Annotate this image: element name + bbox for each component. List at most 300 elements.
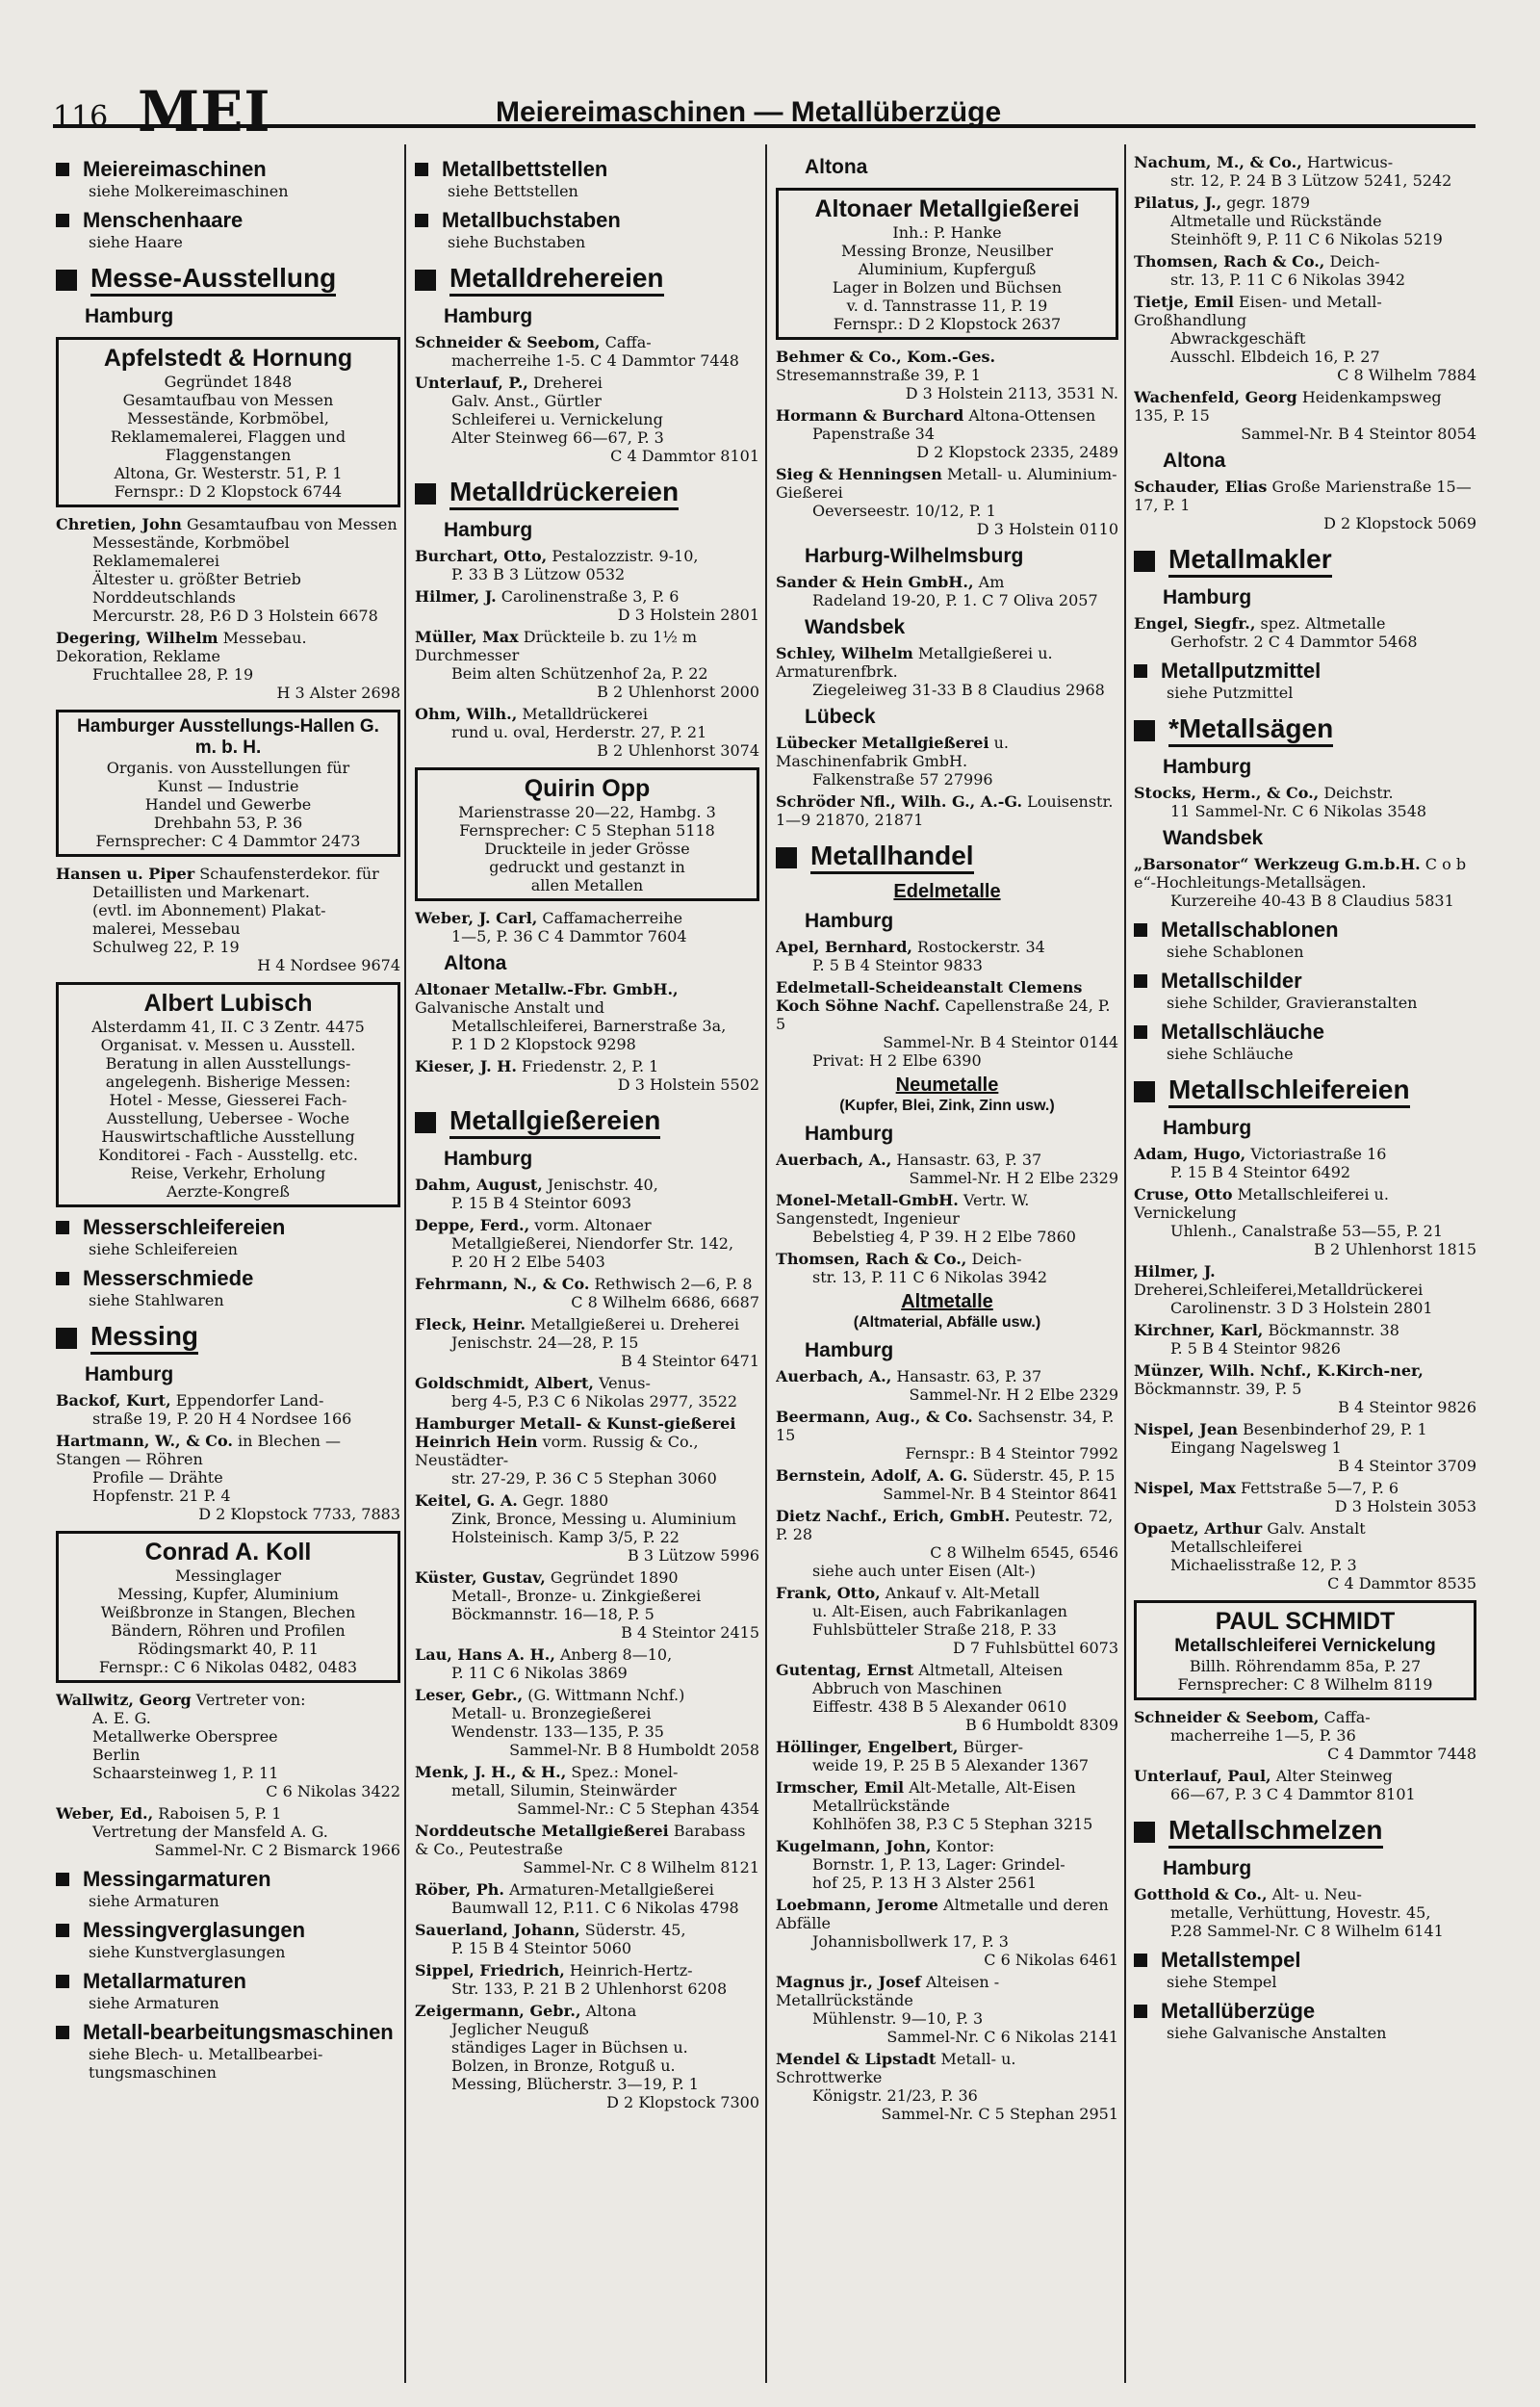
directory-entry [56, 1804, 400, 1859]
entry-line: Gesamtaufbau von Messen [187, 515, 398, 533]
entry-line: Altmetall, Alteisen [918, 1661, 1064, 1679]
category-heading [56, 1321, 400, 1357]
entry-line: Victoriastraße 16 [1250, 1145, 1387, 1163]
entry-line: Barabass & Co., Peutestraße [415, 1822, 746, 1858]
entry-name: Sieg & Henningsen [776, 465, 942, 483]
directory-entry [56, 1432, 400, 1523]
square-bullet-icon [776, 847, 797, 868]
ad-line: Druckteile in jeder Grösse [484, 840, 690, 858]
entry-name: Apel, Bernhard, [776, 938, 912, 956]
entry-name: Burchart, Otto, [415, 547, 548, 565]
ad-line: Reklamemalerei, Flaggen und [110, 427, 346, 446]
header-rule [53, 124, 1476, 128]
city-heading: Hamburg [444, 519, 533, 541]
entry-line: Carolinenstraße 3, P. 6 [500, 587, 680, 606]
entry-name: Sauerland, Johann, [415, 1921, 580, 1939]
entry-line: Böckmannstr. 16—18, P. 5 [451, 1605, 654, 1623]
directory-entry [415, 333, 759, 370]
ad-line: Messing Bronze, Neusilber [840, 242, 1053, 260]
directory-entry [776, 1584, 1118, 1657]
directory-entry [776, 1661, 1118, 1734]
entry-line: Gegr. 1880 [522, 1491, 609, 1510]
category-heading [776, 841, 1118, 876]
column-1 [56, 149, 400, 2388]
ad-line: Organisat. v. Messen u. Ausstell. [100, 1036, 356, 1054]
category-heading [56, 1918, 400, 1943]
directory-entry [1134, 153, 1476, 190]
entry-name: Sippel, Friedrich, [415, 1961, 565, 1980]
square-bullet-icon [415, 483, 436, 505]
directory-entry [776, 573, 1118, 609]
entry-name: Schley, Wilhelm [776, 644, 913, 662]
entry-name: Frank, Otto, [776, 1584, 881, 1602]
entry-line: C 8 Wilhelm 6545, 6546 [930, 1543, 1118, 1562]
entry-line: P. 15 B 4 Steintor 6492 [1170, 1163, 1351, 1181]
advertiser-name: PAUL SCHMIDT [1215, 1608, 1396, 1635]
advertiser-tagline: Metallschleiferei Vernickelung [1174, 1636, 1436, 1656]
entry-line: Bebelstieg 4, P 39. H 2 Elbe 7860 [812, 1228, 1076, 1246]
entry-line: Bolzen, in Bronze, Rotguß u. [451, 2057, 676, 2075]
ad-line: Alsterdamm 41, II. C 3 Zentr. 4475 [91, 1018, 365, 1036]
entry-name: Weber, Ed., [56, 1804, 154, 1823]
directory-entry [776, 792, 1118, 829]
category-title: Metallschilder [1161, 969, 1302, 993]
entry-name: Leser, Gebr., [415, 1686, 524, 1704]
entry-line: Jenischstr. 40, [547, 1176, 658, 1194]
cross-reference: siehe Blech- u. Metallbearbei-tungsmaschinen [89, 2045, 323, 2082]
subcategory-note: (Kupfer, Blei, Zink, Zinn usw.) [839, 1098, 1055, 1114]
entry-name: Behmer & Co., Kom.-Ges. [776, 348, 996, 366]
advertiser-name: Conrad A. Koll [144, 1539, 312, 1566]
page-number: 116 [53, 100, 109, 134]
directory-entry [776, 1896, 1118, 1969]
entry-line: Dreherei,Schleiferei,Metalldrückerei [1134, 1281, 1424, 1299]
entry-line: Gerhofstr. 2 C 4 Dammtor 5468 [1170, 633, 1418, 651]
entry-line: Altmetalle und Rückstände [1170, 212, 1382, 230]
entry-name: Dietz Nachf., Erich, GmbH. [776, 1507, 1011, 1525]
entry-line: Venus- [599, 1374, 651, 1392]
entry-line: B 4 Steintor 9826 [1338, 1398, 1476, 1416]
entry-line: Hansastr. 63, P. 37 [896, 1151, 1042, 1169]
entry-line: Sammel-Nr. C 8 Wilhelm 8121 [523, 1858, 759, 1876]
ad-line: gedruckt und gestanzt in [489, 858, 685, 876]
entry-line: Deichstr. [1323, 784, 1394, 802]
entry-line: Metallwerke Oberspree [92, 1727, 278, 1746]
directory-entry [415, 1686, 759, 1759]
advertisement-box [776, 188, 1118, 340]
entry-line: Kohlhöfen 38, P.3 C 5 Stephan 3215 [812, 1815, 1093, 1833]
entry-line: Metall- u. Bronzegießerei [451, 1704, 652, 1722]
entry-line: Altona [585, 2002, 637, 2020]
entry-line: berg 4-5, P.3 C 6 Nikolas 2977, 3522 [451, 1392, 738, 1411]
entry-line: straße 19, P. 20 H 4 Nordsee 166 [92, 1410, 352, 1428]
entry-name: Kugelmann, John, [776, 1837, 932, 1855]
directory-entry [415, 1315, 759, 1370]
entry-name: Müller, Max [415, 628, 519, 646]
entry-line: Besenbinderhof 29, P. 1 [1243, 1420, 1427, 1438]
entry-line: Hansastr. 63, P. 37 [896, 1367, 1042, 1385]
entry-line: Ankauf v. Alt-Metall [885, 1584, 1040, 1602]
entry-line: Eppendorfer Land- [175, 1391, 324, 1410]
cross-reference: siehe Stempel [1167, 1973, 1277, 1991]
advertiser-name: Albert Lubisch [143, 990, 313, 1017]
ad-line: Billh. Röhrendamm 85a, P. 27 [1189, 1657, 1422, 1675]
entry-line: Reklamemalerei [92, 552, 220, 570]
square-bullet-icon [1134, 1954, 1147, 1967]
ad-line: Kunst — Industrie [157, 777, 299, 795]
city-heading: Altona [444, 952, 507, 974]
entry-line: Raboisen 5, P. 1 [158, 1804, 282, 1823]
directory-entry [776, 465, 1118, 538]
square-bullet-icon [1134, 664, 1147, 678]
entry-line: Alt-Metalle, Alt-Eisen [909, 1778, 1076, 1797]
entry-line: Sammel-Nr.: C 5 Stephan 4354 [517, 1799, 759, 1818]
entry-name: Goldschmidt, Albert, [415, 1374, 594, 1392]
entry-name: Altonaer Metallw.-Fbr. GmbH., [415, 980, 679, 998]
entry-line: Mühlenstr. 9—10, P. 3 [812, 2009, 984, 2028]
entry-line: Rethwisch 2—6, P. 8 [594, 1275, 753, 1293]
entry-name: Norddeutsche Metallgießerei [415, 1822, 669, 1840]
entry-name: Zeigermann, Gebr., [415, 2002, 581, 2020]
square-bullet-icon [56, 163, 69, 176]
entry-line: D 3 Holstein 2113, 3531 N. [905, 384, 1118, 402]
entry-line: Anberg 8—10, [560, 1645, 673, 1664]
directory-entry [1134, 1361, 1476, 1416]
entry-name: Sander & Hein GmbH., [776, 573, 974, 591]
cross-reference: siehe Armaturen [89, 1892, 219, 1910]
entry-line: Str. 133, P. 21 B 2 Uhlenhorst 6208 [451, 1980, 728, 1998]
entry-line: Hopfenstr. 21 P. 4 [92, 1487, 231, 1505]
entry-name: Opaetz, Arthur [1134, 1519, 1263, 1538]
entry-line: Fernspr.: B 4 Steintor 7992 [905, 1444, 1118, 1462]
entry-name: Beermann, Aug., & Co. [776, 1408, 973, 1426]
entry-line: vorm. Russig & Co., Neustädter- [415, 1433, 699, 1469]
cross-reference: siehe Galvanische Anstalten [1167, 2024, 1387, 2042]
entry-name: Unterlauf, Paul, [1134, 1767, 1271, 1785]
entry-line: hof 25, P. 13 H 3 Alster 2561 [812, 1874, 1038, 1892]
entry-name: Bernstein, Adolf, A. G. [776, 1466, 968, 1485]
entry-line: C 4 Dammtor 8535 [1327, 1574, 1476, 1592]
entry-line: Ausschl. Elbdeich 16, P. 27 [1170, 348, 1380, 366]
entry-line: Sammel-Nr. B 4 Steintor 8054 [1241, 425, 1476, 443]
entry-name: Deppe, Ferd., [415, 1216, 530, 1234]
category-title: Messing [90, 1321, 198, 1355]
column-divider [765, 144, 767, 2383]
square-bullet-icon [56, 1221, 69, 1234]
directory-entry [415, 1057, 759, 1094]
entry-line: Fettstraße 5—7, P. 6 [1241, 1479, 1399, 1497]
entry-line: macherreihe 1-5. C 4 Dammtor 7448 [451, 351, 739, 370]
entry-name: Wallwitz, Georg [56, 1691, 192, 1709]
directory-entry [776, 1837, 1118, 1892]
ad-line: Beratung in allen Ausstellungs- [105, 1054, 351, 1073]
category-heading [56, 157, 400, 182]
entry-line: B 4 Steintor 2415 [621, 1623, 759, 1642]
entry-line: Detaillisten und Markenart. [92, 883, 310, 901]
entry-name: Wachenfeld, Georg [1134, 388, 1297, 406]
directory-entry [415, 628, 759, 701]
entry-line: P. 5 B 4 Steintor 9833 [812, 956, 983, 974]
city-heading: Hamburg [85, 305, 174, 327]
square-bullet-icon [56, 1924, 69, 1937]
category-heading [415, 477, 759, 512]
entry-line: Jenischstr. 24—28, P. 15 [451, 1333, 639, 1352]
entry-name: Mendel & Lipstadt [776, 2050, 937, 2068]
entry-line: Schaufensterdekor. für [199, 865, 379, 883]
entry-line: u. Alt-Eisen, auch Fabrikanlagen [812, 1602, 1067, 1620]
category-title: Messingverglasungen [83, 1918, 306, 1942]
entry-line: Metalldrückerei [522, 705, 648, 723]
entry-name: Nispel, Jean [1134, 1420, 1239, 1438]
entry-line: Jeglicher Neuguß [451, 2020, 589, 2038]
category-title: Metallbettstellen [442, 157, 608, 181]
category-title: Metallschmelzen [1168, 1815, 1383, 1849]
entry-line: Mercurstr. 28, P.6 D 3 Holstein 6678 [92, 607, 378, 625]
entry-line: D 3 Holstein 5502 [617, 1075, 759, 1094]
directory-entry [1134, 1321, 1476, 1358]
category-title: Metallschablonen [1161, 918, 1339, 942]
entry-line: C 4 Dammtor 7448 [1327, 1745, 1476, 1763]
ad-line: Fernspr.: D 2 Klopstock 6744 [114, 482, 343, 501]
subcategory-heading: Altmetalle [901, 1291, 993, 1312]
entry-name: Backof, Kurt, [56, 1391, 171, 1410]
category-heading [1134, 918, 1476, 943]
ad-line: Gesamtaufbau von Messen [122, 391, 334, 409]
entry-line: B 4 Steintor 6471 [621, 1352, 759, 1370]
square-bullet-icon [415, 270, 436, 291]
entry-line: P. 15 B 4 Steintor 6093 [451, 1194, 632, 1212]
entry-line: Metall-, Bronze- u. Zinkgießerei [451, 1587, 702, 1605]
entry-line: Norddeutschlands [92, 588, 236, 607]
entry-line: vorm. Altonaer [534, 1216, 652, 1234]
directory-entry [776, 406, 1118, 461]
entry-line: str. 12, P. 24 B 3 Lützow 5241, 5242 [1170, 171, 1452, 190]
entry-name: Höllinger, Engelbert, [776, 1738, 959, 1756]
category-title: Metallmakler [1168, 544, 1332, 578]
directory-entry [415, 1961, 759, 1998]
ad-line: Messinglager [175, 1566, 281, 1585]
square-bullet-icon [56, 270, 77, 291]
entry-line: Wendenstr. 133—135, P. 35 [451, 1722, 664, 1741]
entry-line: Holsteinisch. Kamp 3/5, P. 22 [451, 1528, 680, 1546]
ad-line: Weißbronze in Stangen, Blechen [100, 1603, 356, 1621]
category-heading [56, 263, 400, 298]
entry-line: Schulweg 22, P. 19 [92, 938, 240, 956]
category-title: Messe-Ausstellung [90, 263, 336, 297]
entry-line: Fruchtallee 28, P. 19 [92, 665, 254, 684]
cross-reference: siehe Stahlwaren [89, 1291, 224, 1309]
square-bullet-icon [1134, 2005, 1147, 2018]
entry-line: Rostockerstr. 34 [917, 938, 1045, 956]
entry-line: Alter Steinweg 66—67, P. 3 [451, 428, 664, 447]
column-3 [776, 149, 1118, 2388]
square-bullet-icon [1134, 1822, 1155, 1843]
entry-line: Capellenstraße 24, P. 5 [776, 996, 1111, 1033]
directory-entry [1134, 1262, 1476, 1317]
category-title: Metall-bearbeitungsmaschinen [83, 2020, 394, 2044]
square-bullet-icon [56, 2026, 69, 2039]
entry-name: Gotthold & Co., [1134, 1885, 1268, 1903]
entry-line: gegr. 1879 [1226, 194, 1311, 212]
city-heading: Hamburg [444, 1148, 533, 1170]
directory-entry [1134, 194, 1476, 248]
city-heading: Altona [805, 156, 868, 178]
advertiser-name: Hamburger Ausstellungs-Hallen G. m. b. H. [77, 716, 379, 758]
category-heading [56, 1266, 400, 1291]
entry-line: Carolinenstr. 3 D 3 Holstein 2801 [1170, 1299, 1433, 1317]
category-heading [56, 208, 400, 233]
entry-name: Schneider & Seebom, [1134, 1708, 1320, 1726]
city-heading: Hamburg [85, 1363, 174, 1385]
entry-line: Metallgießerei, Niendorfer Str. 142, [451, 1234, 734, 1253]
cross-reference: siehe Bettstellen [448, 182, 578, 200]
city-heading: Altona [1163, 450, 1226, 472]
square-bullet-icon [56, 1975, 69, 1988]
entry-name: Dahm, August, [415, 1176, 543, 1194]
entry-name: Kieser, J. H. [415, 1057, 517, 1075]
square-bullet-icon [1134, 923, 1147, 937]
category-title: Metallschleifereien [1168, 1074, 1410, 1108]
ad-line: Fernsprecher: C 4 Dammtor 2473 [95, 832, 361, 850]
entry-name: Hansen u. Piper [56, 865, 195, 883]
entry-line: Metall- u. Schrottwerke [776, 2050, 1016, 2086]
entry-line: metall, Silumin, Steinwärder [451, 1781, 677, 1799]
entry-line: Vertreter von: [195, 1691, 306, 1709]
ad-line: Reise, Verkehr, Erholung [130, 1164, 326, 1182]
cross-reference: siehe Schleifereien [89, 1240, 238, 1258]
directory-entry [1134, 478, 1476, 532]
directory-entry [776, 1738, 1118, 1774]
ad-line: Messing, Kupfer, Aluminium [117, 1585, 339, 1603]
entry-line: C 6 Nikolas 3422 [266, 1782, 400, 1800]
directory-entry [776, 1367, 1118, 1404]
directory-entry [415, 2002, 759, 2111]
entry-name: Thomsen, Rach & Co., [776, 1250, 967, 1268]
ad-line: Inh.: P. Hanke [892, 223, 1002, 242]
entry-name: Kirchner, Karl, [1134, 1321, 1264, 1339]
entry-line: Alteisen - Metallrückstände [776, 1973, 1000, 2009]
entry-line: Messebau. Dekoration, Reklame [56, 629, 307, 665]
ad-line: Aluminium, Kupferguß [858, 260, 1037, 278]
advertisement-box [56, 710, 400, 857]
entry-line: B 2 Uhlenhorst 3074 [597, 741, 759, 760]
category-title: Metallüberzüge [1161, 1999, 1316, 2023]
ad-line: allen Metallen [530, 876, 644, 894]
entry-line: H 4 Nordsee 9674 [257, 956, 400, 974]
directory-entry [776, 348, 1118, 402]
column-4 [1134, 149, 1476, 2388]
advertiser-name: Apfelstedt & Hornung [103, 345, 353, 372]
ad-line: Rödingsmarkt 40, P. 11 [138, 1640, 319, 1658]
entry-line: Heinrich-Hertz- [569, 1961, 693, 1980]
entry-line: B 4 Steintor 3709 [1338, 1457, 1476, 1475]
directory-entry [1134, 293, 1476, 384]
category-title: Metallhandel [810, 841, 974, 874]
directory-entry [415, 1275, 759, 1311]
entry-line: Beim alten Schützenhof 2a, P. 22 [451, 664, 708, 683]
directory-entry [415, 1568, 759, 1642]
category-heading [415, 157, 759, 182]
subcategory-heading: Neumetalle [895, 1074, 999, 1096]
directory-entry [415, 1880, 759, 1917]
category-heading [415, 1105, 759, 1141]
entry-name: Lau, Hans A. H., [415, 1645, 555, 1664]
entry-name: Hormann & Burchard [776, 406, 964, 425]
entry-line: Abwrackgeschäft [1170, 329, 1306, 348]
entry-line: H 3 Alster 2698 [276, 684, 400, 702]
entry-name: Nachum, M., & Co., [1134, 153, 1302, 171]
entry-line: D 2 Klopstock 2335, 2489 [916, 443, 1118, 461]
entry-line: spez. Altmetalle [1260, 614, 1386, 633]
entry-name: Fleck, Heinr. [415, 1315, 526, 1333]
category-heading [56, 1867, 400, 1892]
page-range-title: Meiereimaschinen — Metallüberzüge [496, 96, 1002, 128]
directory-entry [1134, 1145, 1476, 1181]
directory-entry [415, 1216, 759, 1271]
entry-line: D 7 Fuhlsbüttel 6073 [952, 1639, 1118, 1657]
entry-line: Steinhöft 9, P. 11 C 6 Nikolas 5219 [1170, 230, 1443, 248]
city-heading: Hamburg [805, 910, 894, 932]
entry-line: Armaturen-Metallgießerei [509, 1880, 714, 1899]
directory-entry [56, 1691, 400, 1800]
advertisement-box [1134, 1600, 1476, 1700]
entry-line: str. 27-29, P. 36 C 5 Stephan 3060 [451, 1469, 717, 1488]
entry-line: Galv. Anst., Gürtler [451, 392, 602, 410]
directory-entry [1134, 252, 1476, 289]
directory-entry [415, 374, 759, 465]
category-heading [415, 208, 759, 233]
directory-entry [776, 1250, 1118, 1286]
entry-line: u. Maschinenfabrik GmbH. [776, 734, 1010, 770]
entry-name: Adam, Hugo, [1134, 1145, 1246, 1163]
square-bullet-icon [415, 214, 428, 227]
entry-name: Pilatus, J., [1134, 194, 1222, 212]
directory-entry [56, 515, 400, 625]
cross-reference: siehe Molkereimaschinen [89, 182, 289, 200]
entry-name: Küster, Gustav, [415, 1568, 546, 1587]
advertisement-box [56, 1531, 400, 1683]
column-divider [1124, 144, 1126, 2383]
ad-line: Fernsprecher: C 5 Stephan 5118 [459, 821, 715, 840]
entry-line: Alter Steinweg [1275, 1767, 1393, 1785]
entry-line: Sammel-Nr. B 8 Humboldt 2058 [509, 1741, 759, 1759]
directory-entry [1134, 1479, 1476, 1515]
entry-name: Degering, Wilhelm [56, 629, 218, 647]
category-title: Messerschleifereien [83, 1215, 286, 1239]
entry-line: Galvanische Anstalt und [415, 998, 604, 1017]
entry-line: D 3 Holstein 0110 [976, 520, 1118, 538]
entry-line: Sammel-Nr. B 4 Steintor 0144 [883, 1033, 1118, 1051]
entry-line: Oeverseestr. 10/12, P. 1 [812, 502, 996, 520]
entry-line: P.28 Sammel-Nr. C 8 Wilhelm 6141 [1170, 1922, 1444, 1940]
city-heading: Harburg-Wilhelmsburg [805, 545, 1024, 567]
ad-line: Messestände, Korbmöbel, [127, 409, 329, 427]
entry-name: Hilmer, J. [1134, 1262, 1216, 1281]
entry-name: Gutentag, Ernst [776, 1661, 914, 1679]
directory-entry [776, 734, 1118, 789]
city-heading: Hamburg [805, 1123, 894, 1145]
entry-line: Uhlenh., Canalstraße 53—55, P. 21 [1170, 1222, 1443, 1240]
category-heading [1134, 544, 1476, 580]
city-heading: Hamburg [1163, 756, 1252, 778]
entry-line: Sammel-Nr. H 2 Elbe 2329 [909, 1385, 1118, 1404]
entry-line: Papenstraße 34 [812, 425, 936, 443]
square-bullet-icon [1134, 551, 1155, 572]
entry-line: (evtl. im Abonnement) Plakat- [92, 901, 326, 919]
entry-line: Caffa- [604, 333, 652, 351]
entry-line: Falkenstraße 57 27996 [812, 770, 993, 789]
city-heading: Hamburg [444, 305, 533, 327]
